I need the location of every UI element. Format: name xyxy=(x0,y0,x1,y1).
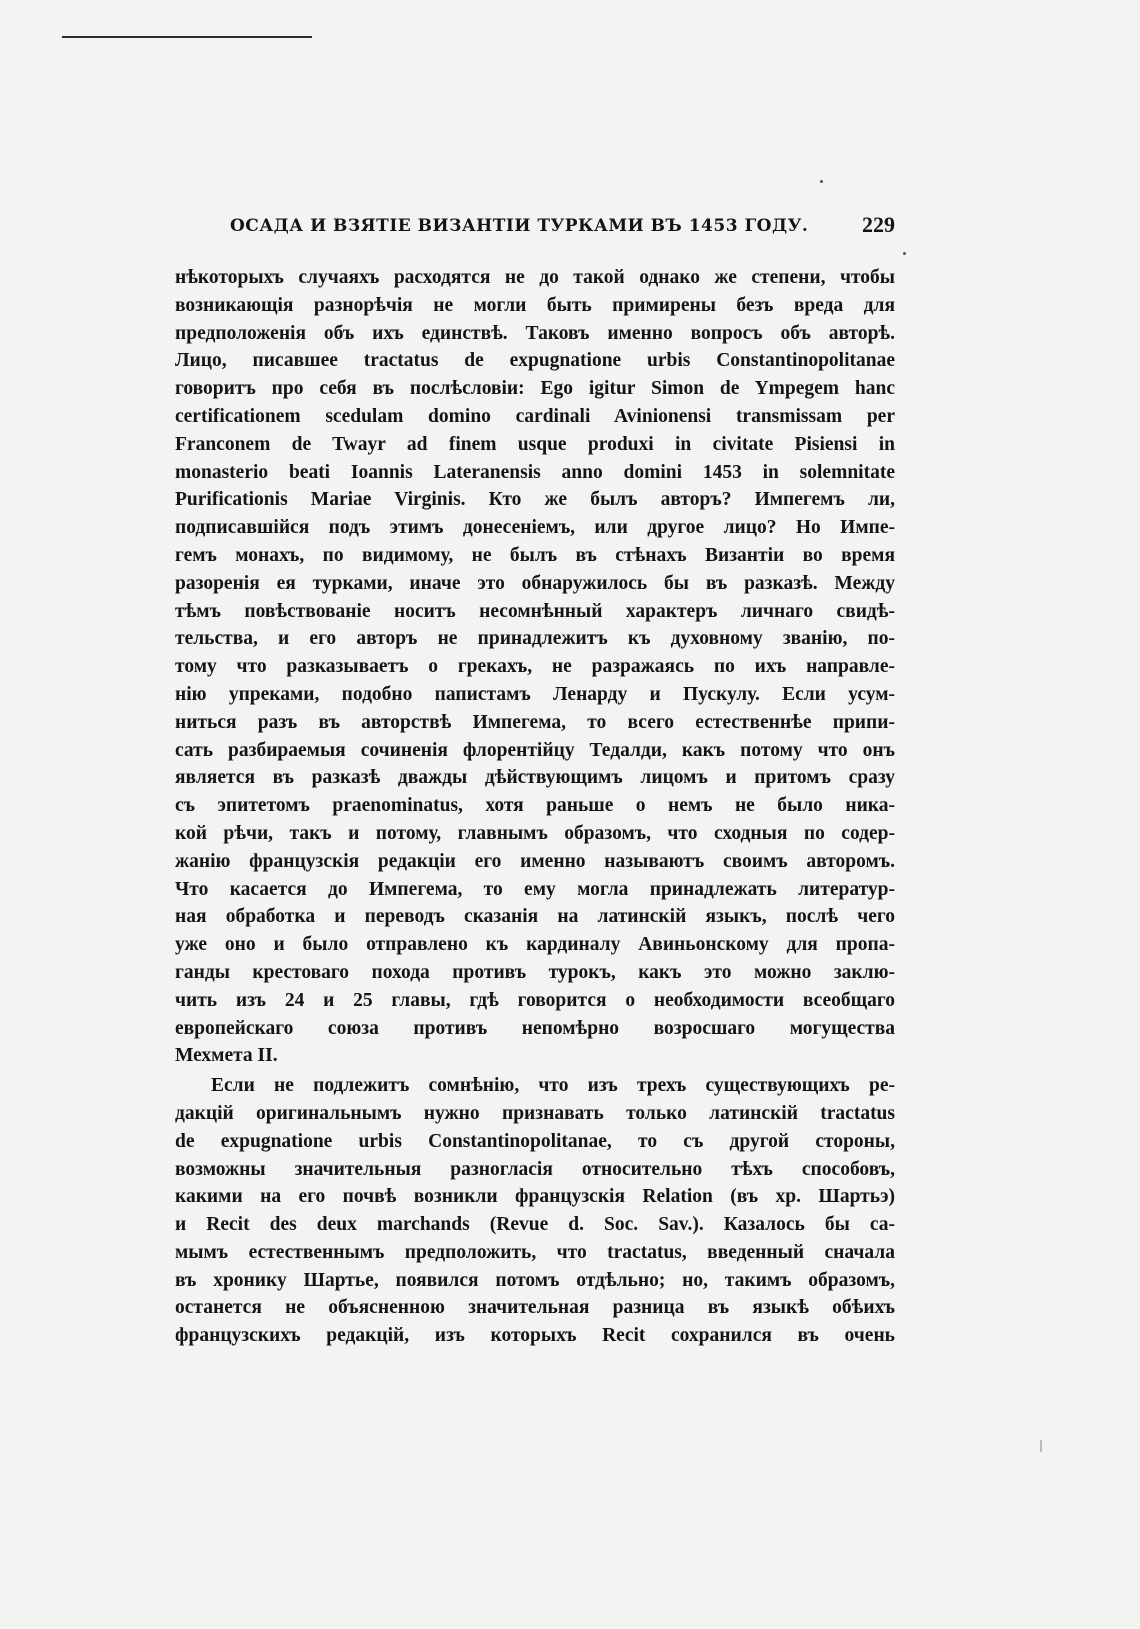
text-line: Franconem de Twayr ad finem usque produxi in civitate Pisiensi in xyxy=(175,433,895,455)
text-line: возможны значительныя разногласія относительно тѣхъ способовъ, xyxy=(175,1158,895,1180)
text-line: тельства, и его авторъ не принадлежитъ къ духовному званію, по- xyxy=(175,628,895,650)
text-line: ниться разъ въ авторствѣ Импегема, то всего естественнѣе припи- xyxy=(175,711,895,733)
text-line: возникающія разнорѣчія не могли быть примирены безъ вреда для xyxy=(175,294,895,316)
scan-edge-mark xyxy=(1040,1440,1042,1452)
text-line: ганды крестоваго похода противъ турокъ, какъ это можно заклю- xyxy=(175,961,895,983)
text-line: какими на его почвѣ возникли французскія Relation (въ хр. Шартьэ) xyxy=(175,1186,895,1208)
text-line: сать разбираемыя сочиненія флорентійцу Тедалди, какъ потому что онъ xyxy=(175,739,895,761)
text-line: подписавшійся подъ этимъ донесеніемъ, или другое лицо? Но Импе- xyxy=(175,517,895,539)
running-title: ОСАДА И ВЗЯТІЕ ВИЗАНТІИ ТУРКАМИ ВЪ 1453 ГОДУ. xyxy=(230,216,809,236)
text-line: нѣкоторыхъ случаяхъ расходятся не до такой однако же степени, чтобы xyxy=(175,267,895,288)
text-line: предположенія объ ихъ единствѣ. Таковъ именно вопросъ объ авторѣ. xyxy=(175,322,895,344)
text-line: Что касается до Импегема, то ему могла принадлежать литератур- xyxy=(175,878,895,900)
text-line: Если не подлежитъ сомнѣнію, что изъ трехъ существующихъ ре- xyxy=(211,1075,895,1097)
text-line: тѣмъ повѣствованіе носитъ несомнѣнный характеръ личнаго свидѣ- xyxy=(175,600,895,622)
text-line: ная обработка и переводъ сказанія на латинскій языкъ, послѣ чего xyxy=(175,906,895,928)
text-line: европейскаго союза противъ непомѣрно возросшаго могущества xyxy=(175,1017,895,1039)
text-line: французскихъ редакцій, изъ которыхъ Recit сохранился въ очень xyxy=(175,1325,895,1347)
scan-speck xyxy=(820,180,823,183)
page-number: 229 xyxy=(862,212,895,237)
text-line: является въ разказѣ дважды дѣйствующимъ лицомъ и притомъ сразу xyxy=(175,767,895,789)
text-line: monasterio beati Ioannis Lateranensis anno domini 1453 in solemnitate xyxy=(175,461,895,483)
scan-edge-rule xyxy=(62,36,312,38)
text-line: тому что разказываетъ о грекахъ, не разражаясь по ихъ направле- xyxy=(175,656,895,678)
text-line: уже оно и было отправлено къ кардиналу Авиньонскому для пропа- xyxy=(175,934,895,956)
text-line: Мехмета II. xyxy=(175,1045,278,1067)
text-line: въ хронику Шартье, появился потомъ отдѣльно; но, такимъ образомъ, xyxy=(175,1269,895,1291)
text-line: говоритъ про себя въ послѣсловіи: Ego igitur Simon de Ympegem hanc xyxy=(175,378,895,400)
text-line: мымъ естественнымъ предположить, что tractatus, введенный сначала xyxy=(175,1241,895,1263)
text-line: дакцій оригинальнымъ нужно признавать только латинскій tractatus xyxy=(175,1102,895,1124)
text-line: кой рѣчи, такъ и потому, главнымъ образомъ, что сходныя по содер- xyxy=(175,822,895,844)
text-line: останется не объясненною значительная разница въ языкѣ обѣихъ xyxy=(175,1297,895,1319)
text-line: certificationem scedulam domino cardinali Avinionensi transmissam per xyxy=(175,405,895,427)
text-line: разоренія ея турками, иначе это обнаружилось бы въ разказѣ. Между xyxy=(175,572,895,594)
text-line: съ эпитетомъ praenominatus, хотя раньше о немъ не было ника- xyxy=(175,795,895,817)
running-head xyxy=(230,212,895,246)
text-line: чить изъ 24 и 25 главы, гдѣ говорится о необходимости всеобщаго xyxy=(175,989,895,1011)
text-line: жанію французскія редакціи его именно называютъ своимъ авторомъ. xyxy=(175,850,895,872)
text-line: Лицо, писавшее tractatus de expugnatione urbis Constantinopolitanae xyxy=(175,350,895,372)
paragraph xyxy=(175,264,895,1070)
text-line: de expugnatione urbis Constantinopolitanae, то съ другой стороны, xyxy=(175,1130,895,1152)
text-line: и Recit des deux marchands (Revue d. Soc. Sav.). Казалось бы са- xyxy=(175,1214,895,1236)
body-text xyxy=(175,264,895,1350)
scan-speck xyxy=(903,252,906,255)
text-line: гемъ монахъ, по видимому, не былъ въ стѣнахъ Византіи во время xyxy=(175,544,895,566)
text-line: Purificationis Mariae Virginis. Кто же былъ авторъ? Импегемъ ли, xyxy=(175,489,895,511)
paragraph xyxy=(175,1072,895,1350)
text-line: нію упреками, подобно папистамъ Ленарду и Пускулу. Если усум- xyxy=(175,683,895,705)
